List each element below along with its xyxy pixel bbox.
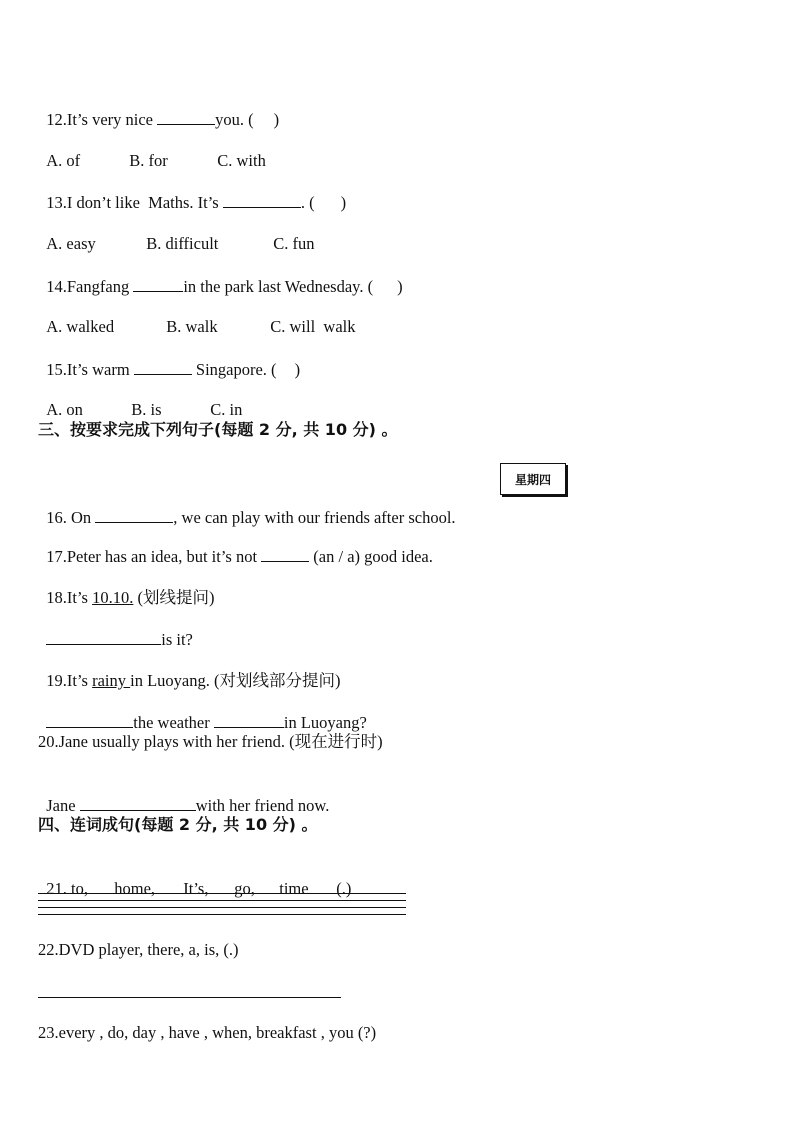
question-18-answer: is it? [38, 606, 193, 651]
answer-blank[interactable] [46, 628, 161, 645]
section-3-heading: 三、按要求完成下列句子(每题 2 分, 共 10 分) 。 [38, 420, 398, 439]
option-a[interactable]: A. easy [46, 234, 96, 253]
option-a[interactable]: A. of [46, 151, 81, 170]
section-4-heading: 四、连词成句(每题 2 分, 共 10 分) 。 [38, 815, 318, 834]
answer-blank[interactable] [133, 275, 183, 292]
question-18: 18.It’s 10.10. (划线提问) [46, 588, 215, 607]
question-14: 14.Fangfang in the park last Wednesday. ( ) [46, 277, 403, 296]
question-15-options [38, 377, 242, 421]
option-b[interactable]: B. difficult [146, 234, 219, 253]
underlined-phrase: rainy [92, 671, 131, 690]
word: time [279, 879, 309, 898]
writing-line[interactable] [38, 914, 406, 915]
writing-line[interactable] [38, 900, 406, 901]
writing-line[interactable] [38, 907, 406, 908]
question-12-text: 12.It’s very nice [46, 110, 158, 129]
question-12: 12.It’s very nice you. ( ) [46, 110, 280, 129]
option-c[interactable]: C. with [217, 151, 266, 170]
answer-blank[interactable] [214, 711, 284, 728]
weekday-sign: 星期四 [500, 463, 566, 495]
option-c[interactable]: C. will walk [270, 317, 356, 336]
answer-blank[interactable] [261, 545, 309, 562]
question-20-answer: Jane with her friend now. [46, 796, 330, 815]
question-17: 17.Peter has an idea, but it’s not (an / a) good idea. [46, 547, 433, 566]
question-12-options [38, 128, 266, 172]
question-23: 23.every , do, day , have , when, breakfast , you (?) [38, 1023, 377, 1042]
word: It’s, [183, 879, 209, 898]
answer-blank[interactable] [134, 358, 192, 375]
word: (.) [336, 879, 352, 898]
answer-blank[interactable] [46, 711, 133, 728]
writing-line[interactable] [38, 893, 406, 894]
question-15: 15.It’s warm Singapore. ( ) [46, 360, 301, 379]
question-19: 19.It’s rainy in Luoyang. (对划线部分提问) [46, 671, 341, 690]
question-20: 20.Jane usually plays with her friend. (现在进行时) [38, 732, 383, 751]
answer-blank[interactable] [95, 506, 173, 523]
option-c[interactable]: C. in [210, 400, 243, 419]
question-16: 16. On , we can play with our friends after school. [46, 508, 456, 527]
option-a[interactable]: A. on [46, 400, 83, 419]
question-13: 13.I don’t like Maths. It’s . ( ) [46, 193, 347, 212]
word: go, [234, 879, 255, 898]
answer-blank[interactable] [223, 191, 301, 208]
question-22: 22.DVD player, there, a, is, (.) [38, 940, 239, 959]
option-a[interactable]: A. walked [46, 317, 115, 336]
question-21: 21. to, home, It’s, go, time (.) [46, 879, 352, 898]
answer-blank[interactable] [157, 108, 215, 125]
word: home, [114, 879, 156, 898]
question-13-options [38, 211, 315, 255]
underlined-phrase: 10.10. [92, 588, 134, 607]
option-b[interactable]: B. walk [166, 317, 218, 336]
option-b[interactable]: B. is [131, 400, 162, 419]
writing-line[interactable] [38, 997, 341, 998]
option-b[interactable]: B. for [129, 151, 168, 170]
question-14-options [38, 294, 356, 338]
answer-blank[interactable] [80, 794, 196, 811]
option-c[interactable]: C. fun [273, 234, 315, 253]
question-19-answer: the weather in Luoyang? [38, 689, 367, 734]
